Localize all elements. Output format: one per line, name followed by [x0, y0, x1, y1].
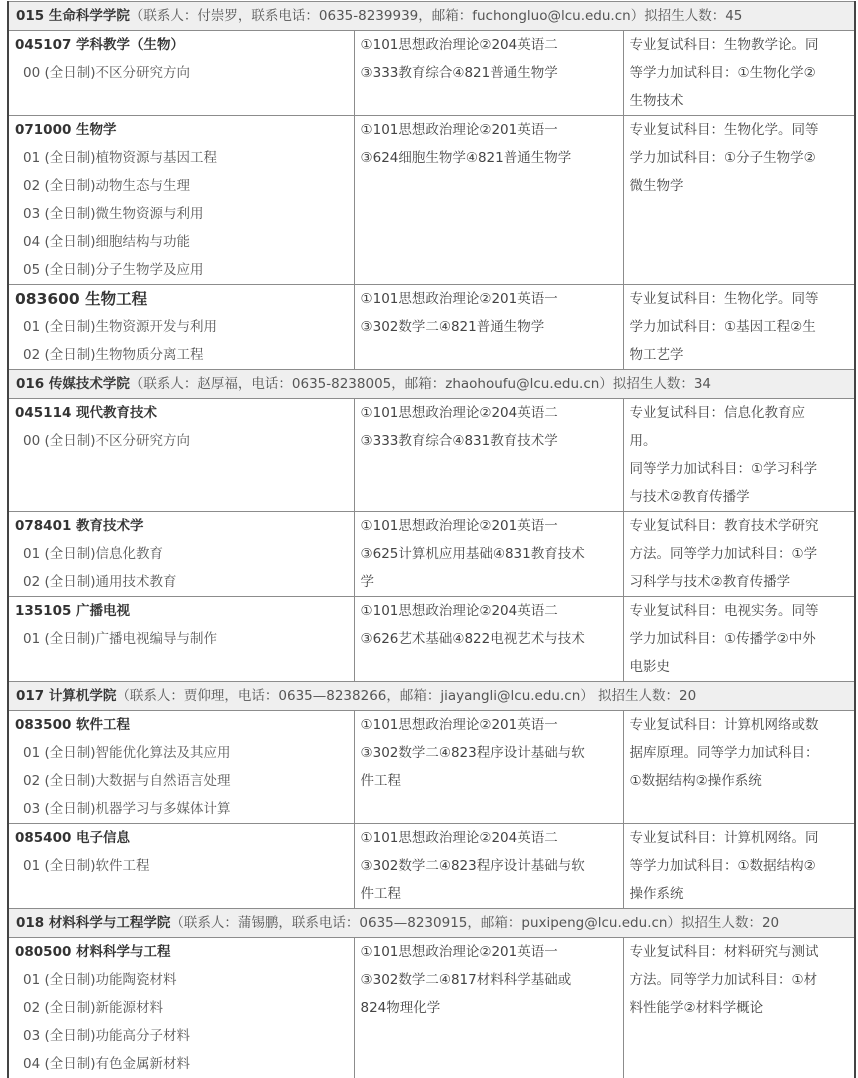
retest-subjects-line: 习科学与技术②教育传播学	[629, 574, 791, 590]
research-direction: 00 (全日制)不区分研究方向	[23, 65, 191, 81]
exam-subjects-line: 学	[360, 574, 374, 590]
research-direction: 03 (全日制)微生物资源与利用	[23, 206, 204, 222]
major-cell	[8, 824, 354, 909]
exam-subjects-line: ③333教育综合④821普通生物学	[360, 65, 558, 81]
retest-subjects-line: 同等学力加试科目：①学习科学	[629, 461, 818, 477]
exam-subjects-line: ③626艺术基础④822电视艺术与技术	[360, 631, 585, 647]
retest-subjects-cell	[623, 285, 855, 370]
exam-subjects-cell	[354, 31, 623, 116]
retest-subjects-line: 用。	[629, 433, 657, 449]
research-direction: 03 (全日制)机器学习与多媒体计算	[23, 801, 231, 817]
major-row	[8, 512, 855, 597]
research-direction: 02 (全日制)大数据与自然语言处理	[23, 773, 231, 789]
research-direction: 02 (全日制)生物物质分离工程	[23, 347, 204, 363]
major-code-name: 078401 教育技术学	[15, 518, 144, 534]
college-header	[8, 909, 855, 938]
research-direction: 01 (全日制)广播电视编导与制作	[23, 631, 218, 647]
exam-subjects-line: ①101思想政治理论②204英语二	[360, 603, 558, 619]
exam-subjects-line: ①101思想政治理论②201英语一	[360, 291, 558, 307]
research-direction: 04 (全日制)细胞结构与功能	[23, 234, 191, 250]
major-row	[8, 938, 855, 1078]
retest-subjects-line: 生物技术	[629, 93, 684, 109]
exam-subjects-line: ③302数学二④823程序设计基础与软	[360, 745, 585, 761]
retest-subjects-line: 方法。同等学力加试科目：①材	[629, 972, 818, 988]
exam-subjects-cell	[354, 938, 623, 1078]
major-cell	[8, 597, 354, 682]
retest-subjects-cell	[623, 116, 855, 285]
exam-subjects-line: ①101思想政治理论②204英语二	[360, 37, 558, 53]
major-row	[8, 824, 855, 909]
major-code-name: 135105 广播电视	[15, 603, 131, 619]
college-header-row	[8, 2, 855, 31]
retest-subjects-cell	[623, 938, 855, 1078]
exam-subjects-cell	[354, 116, 623, 285]
research-direction: 01 (全日制)软件工程	[23, 858, 150, 874]
major-row	[8, 31, 855, 116]
retest-subjects-line: 等学力加试科目：①数据结构②	[629, 858, 816, 874]
research-direction: 01 (全日制)智能优化算法及其应用	[23, 745, 231, 761]
retest-subjects-cell	[623, 597, 855, 682]
retest-subjects-line: 学力加试科目：①分子生物学②	[629, 150, 816, 166]
major-cell	[8, 285, 354, 370]
major-code-name: 080500 材料科学与工程	[15, 944, 171, 960]
retest-subjects-line: 专业复试科目：生物化学。同等	[629, 122, 819, 138]
major-code-name: 083500 软件工程	[15, 717, 131, 733]
retest-subjects-cell	[623, 399, 855, 512]
research-direction: 00 (全日制)不区分研究方向	[23, 433, 191, 449]
research-direction: 01 (全日制)生物资源开发与利用	[23, 319, 218, 335]
exam-subjects-line: ①101思想政治理论②201英语一	[360, 944, 558, 960]
college-title: 018 材料科学与工程学院	[16, 915, 171, 931]
retest-subjects-line: 专业复试科目：教育技术学研究	[629, 518, 819, 534]
college-contact-info: （联系人：贾仰理，电话：0635—8238266，邮箱：jiayangli@lcu.edu.cn） 拟招生人数：20	[116, 688, 697, 704]
exam-subjects-line: ③333教育综合④831教育技术学	[360, 433, 558, 449]
major-code-name: 085400 电子信息	[15, 830, 131, 846]
retest-subjects-line: 专业复试科目：信息化教育应	[629, 405, 805, 421]
major-code-name: 083600 生物工程	[15, 290, 148, 308]
research-direction: 02 (全日制)动物生态与生理	[23, 178, 191, 194]
research-direction: 02 (全日制)通用技术教育	[23, 574, 177, 590]
retest-subjects-line: 方法。同等学力加试科目：①学	[629, 546, 818, 562]
college-header	[8, 2, 855, 31]
retest-subjects-line: 物工艺学	[629, 347, 684, 363]
retest-subjects-cell	[623, 512, 855, 597]
exam-subjects-line: ③302数学二④821普通生物学	[360, 319, 545, 335]
major-code-name: 071000 生物学	[15, 122, 117, 138]
research-direction: 04 (全日制)有色金属新材料	[23, 1056, 191, 1072]
major-row	[8, 597, 855, 682]
major-cell	[8, 512, 354, 597]
retest-subjects-cell	[623, 31, 855, 116]
research-direction: 01 (全日制)信息化教育	[23, 546, 164, 562]
retest-subjects-cell	[623, 824, 855, 909]
exam-subjects-line: 件工程	[360, 773, 401, 789]
exam-subjects-cell	[354, 285, 623, 370]
research-direction: 05 (全日制)分子生物学及应用	[23, 262, 204, 278]
college-header-row	[8, 370, 855, 399]
retest-subjects-line: 专业复试科目：材料研究与测试	[629, 944, 819, 960]
retest-subjects-line: 据库原理。同等学力加试科目：	[629, 745, 819, 761]
college-contact-info: （联系人：赵厚福，电话：0635-8238005，邮箱：zhaohoufu@lcu.edu.cn）拟招生人数：34	[129, 376, 711, 392]
college-contact-info: （联系人：付崇罗，联系电话：0635-8239939，邮箱：fuchongluo@lcu.edu.cn）拟招生人数：45	[129, 8, 743, 24]
major-cell	[8, 116, 354, 285]
retest-subjects-line: 专业复试科目：生物教学论。同	[629, 37, 819, 53]
retest-subjects-line: 微生物学	[629, 178, 684, 194]
exam-subjects-cell	[354, 512, 623, 597]
retest-subjects-line: 专业复试科目：生物化学。同等	[629, 291, 819, 307]
exam-subjects-line: 824物理化学	[360, 1000, 441, 1016]
retest-subjects-line: 操作系统	[629, 886, 684, 902]
retest-subjects-line: 等学力加试科目：①生物化学②	[629, 65, 816, 81]
exam-subjects-line: ①101思想政治理论②201英语一	[360, 122, 558, 138]
research-direction: 01 (全日制)植物资源与基因工程	[23, 150, 218, 166]
retest-subjects-line: 电影史	[629, 659, 670, 675]
college-contact-info: （联系人：蒲锡鹏，联系电话：0635—8230915，邮箱：puxipeng@lcu.edu.cn）拟招生人数：20	[170, 915, 780, 931]
major-row	[8, 116, 855, 285]
research-direction: 02 (全日制)新能源材料	[23, 1000, 164, 1016]
exam-subjects-line: ③625计算机应用基础④831教育技术	[360, 546, 585, 562]
major-cell	[8, 399, 354, 512]
retest-subjects-cell	[623, 711, 855, 824]
retest-subjects-line: 专业复试科目：电视实务。同等	[629, 603, 819, 619]
college-header-row	[8, 682, 855, 711]
retest-subjects-line: ①数据结构②操作系统	[629, 773, 762, 789]
exam-subjects-line: ③624细胞生物学④821普通生物学	[360, 150, 572, 166]
exam-subjects-line: ①101思想政治理论②204英语二	[360, 830, 558, 846]
research-direction: 03 (全日制)功能高分子材料	[23, 1028, 191, 1044]
college-title: 015 生命科学学院	[16, 8, 130, 24]
major-row	[8, 399, 855, 512]
exam-subjects-cell	[354, 824, 623, 909]
major-cell	[8, 31, 354, 116]
exam-subjects-line: ①101思想政治理论②201英语一	[360, 717, 558, 733]
exam-subjects-cell	[354, 399, 623, 512]
exam-subjects-line: ③302数学二④817材料科学基础或	[360, 972, 572, 988]
retest-subjects-line: 料性能学②材料学概论	[629, 1000, 764, 1016]
major-cell	[8, 711, 354, 824]
college-header-row	[8, 909, 855, 938]
major-row	[8, 285, 855, 370]
retest-subjects-line: 学力加试科目：①传播学②中外	[629, 631, 816, 647]
major-code-name: 045107 学科教学（生物）	[15, 37, 185, 53]
major-code-name: 045114 现代教育技术	[15, 405, 158, 421]
retest-subjects-line: 专业复试科目：计算机网络。同	[629, 830, 819, 846]
major-cell	[8, 938, 354, 1078]
exam-subjects-line: ①101思想政治理论②204英语二	[360, 405, 558, 421]
exam-subjects-cell	[354, 711, 623, 824]
retest-subjects-line: 与技术②教育传播学	[629, 489, 750, 505]
college-title: 017 计算机学院	[16, 688, 117, 704]
major-row	[8, 711, 855, 824]
retest-subjects-line: 学力加试科目：①基因工程②生	[629, 319, 816, 335]
exam-subjects-line: ①101思想政治理论②201英语一	[360, 518, 558, 534]
college-header	[8, 682, 855, 711]
college-header	[8, 370, 855, 399]
research-direction: 01 (全日制)功能陶瓷材料	[23, 972, 177, 988]
exam-subjects-line: 件工程	[360, 886, 401, 902]
exam-subjects-line: ③302数学二④823程序设计基础与软	[360, 858, 585, 874]
college-title: 016 传媒技术学院	[16, 376, 130, 392]
retest-subjects-line: 专业复试科目：计算机网络或数	[629, 717, 819, 733]
admissions-catalog-table	[7, 1, 856, 1078]
exam-subjects-cell	[354, 597, 623, 682]
